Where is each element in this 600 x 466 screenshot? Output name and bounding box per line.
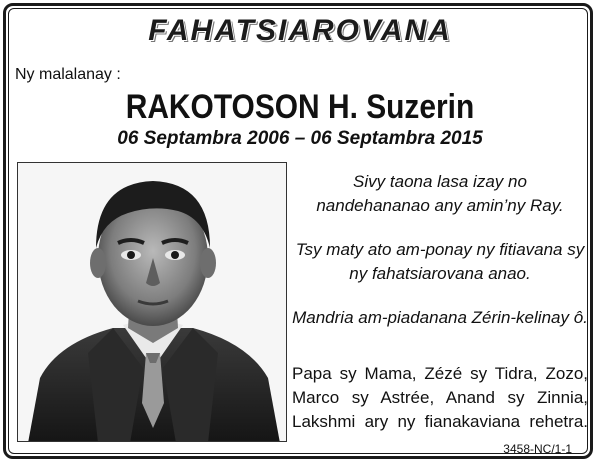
family-line-3: Lakshmi ary ny fianakaviana rehetra. bbox=[292, 412, 588, 431]
family-signature bbox=[292, 362, 588, 434]
message-line-3: Mandria am-piadanana Zérin-kelinay ô. bbox=[292, 308, 588, 327]
life-dates: 06 Septambra 2006 – 06 Septambra 2015 bbox=[117, 128, 483, 149]
deceased-name: RAKOTOSON H. Suzerin bbox=[125, 88, 475, 126]
message-line-1b: nandehananao any amin’ny Ray. bbox=[316, 196, 564, 215]
family-line-2: Marco sy Astrée, Anand sy Zinnia, bbox=[292, 388, 588, 407]
portrait-illustration bbox=[18, 163, 287, 442]
memorial-message bbox=[292, 170, 588, 350]
message-line-2b: ny fahatsiarovana anao. bbox=[349, 264, 531, 283]
portrait-photo bbox=[17, 162, 287, 442]
message-line-1a: Sivy taona lasa izay no bbox=[353, 172, 527, 191]
message-line-2a: Tsy maty ato am-ponay ny fitiavana sy bbox=[295, 240, 585, 259]
reference-code: 3458-NC/1-1 bbox=[503, 442, 572, 456]
family-line-1: Papa sy Mama, Zézé sy Tidra, Zozo, bbox=[292, 364, 588, 383]
intro-label: Ny malalanay : bbox=[15, 66, 121, 83]
notice-title: FAHATSIAROVANA bbox=[148, 14, 452, 47]
